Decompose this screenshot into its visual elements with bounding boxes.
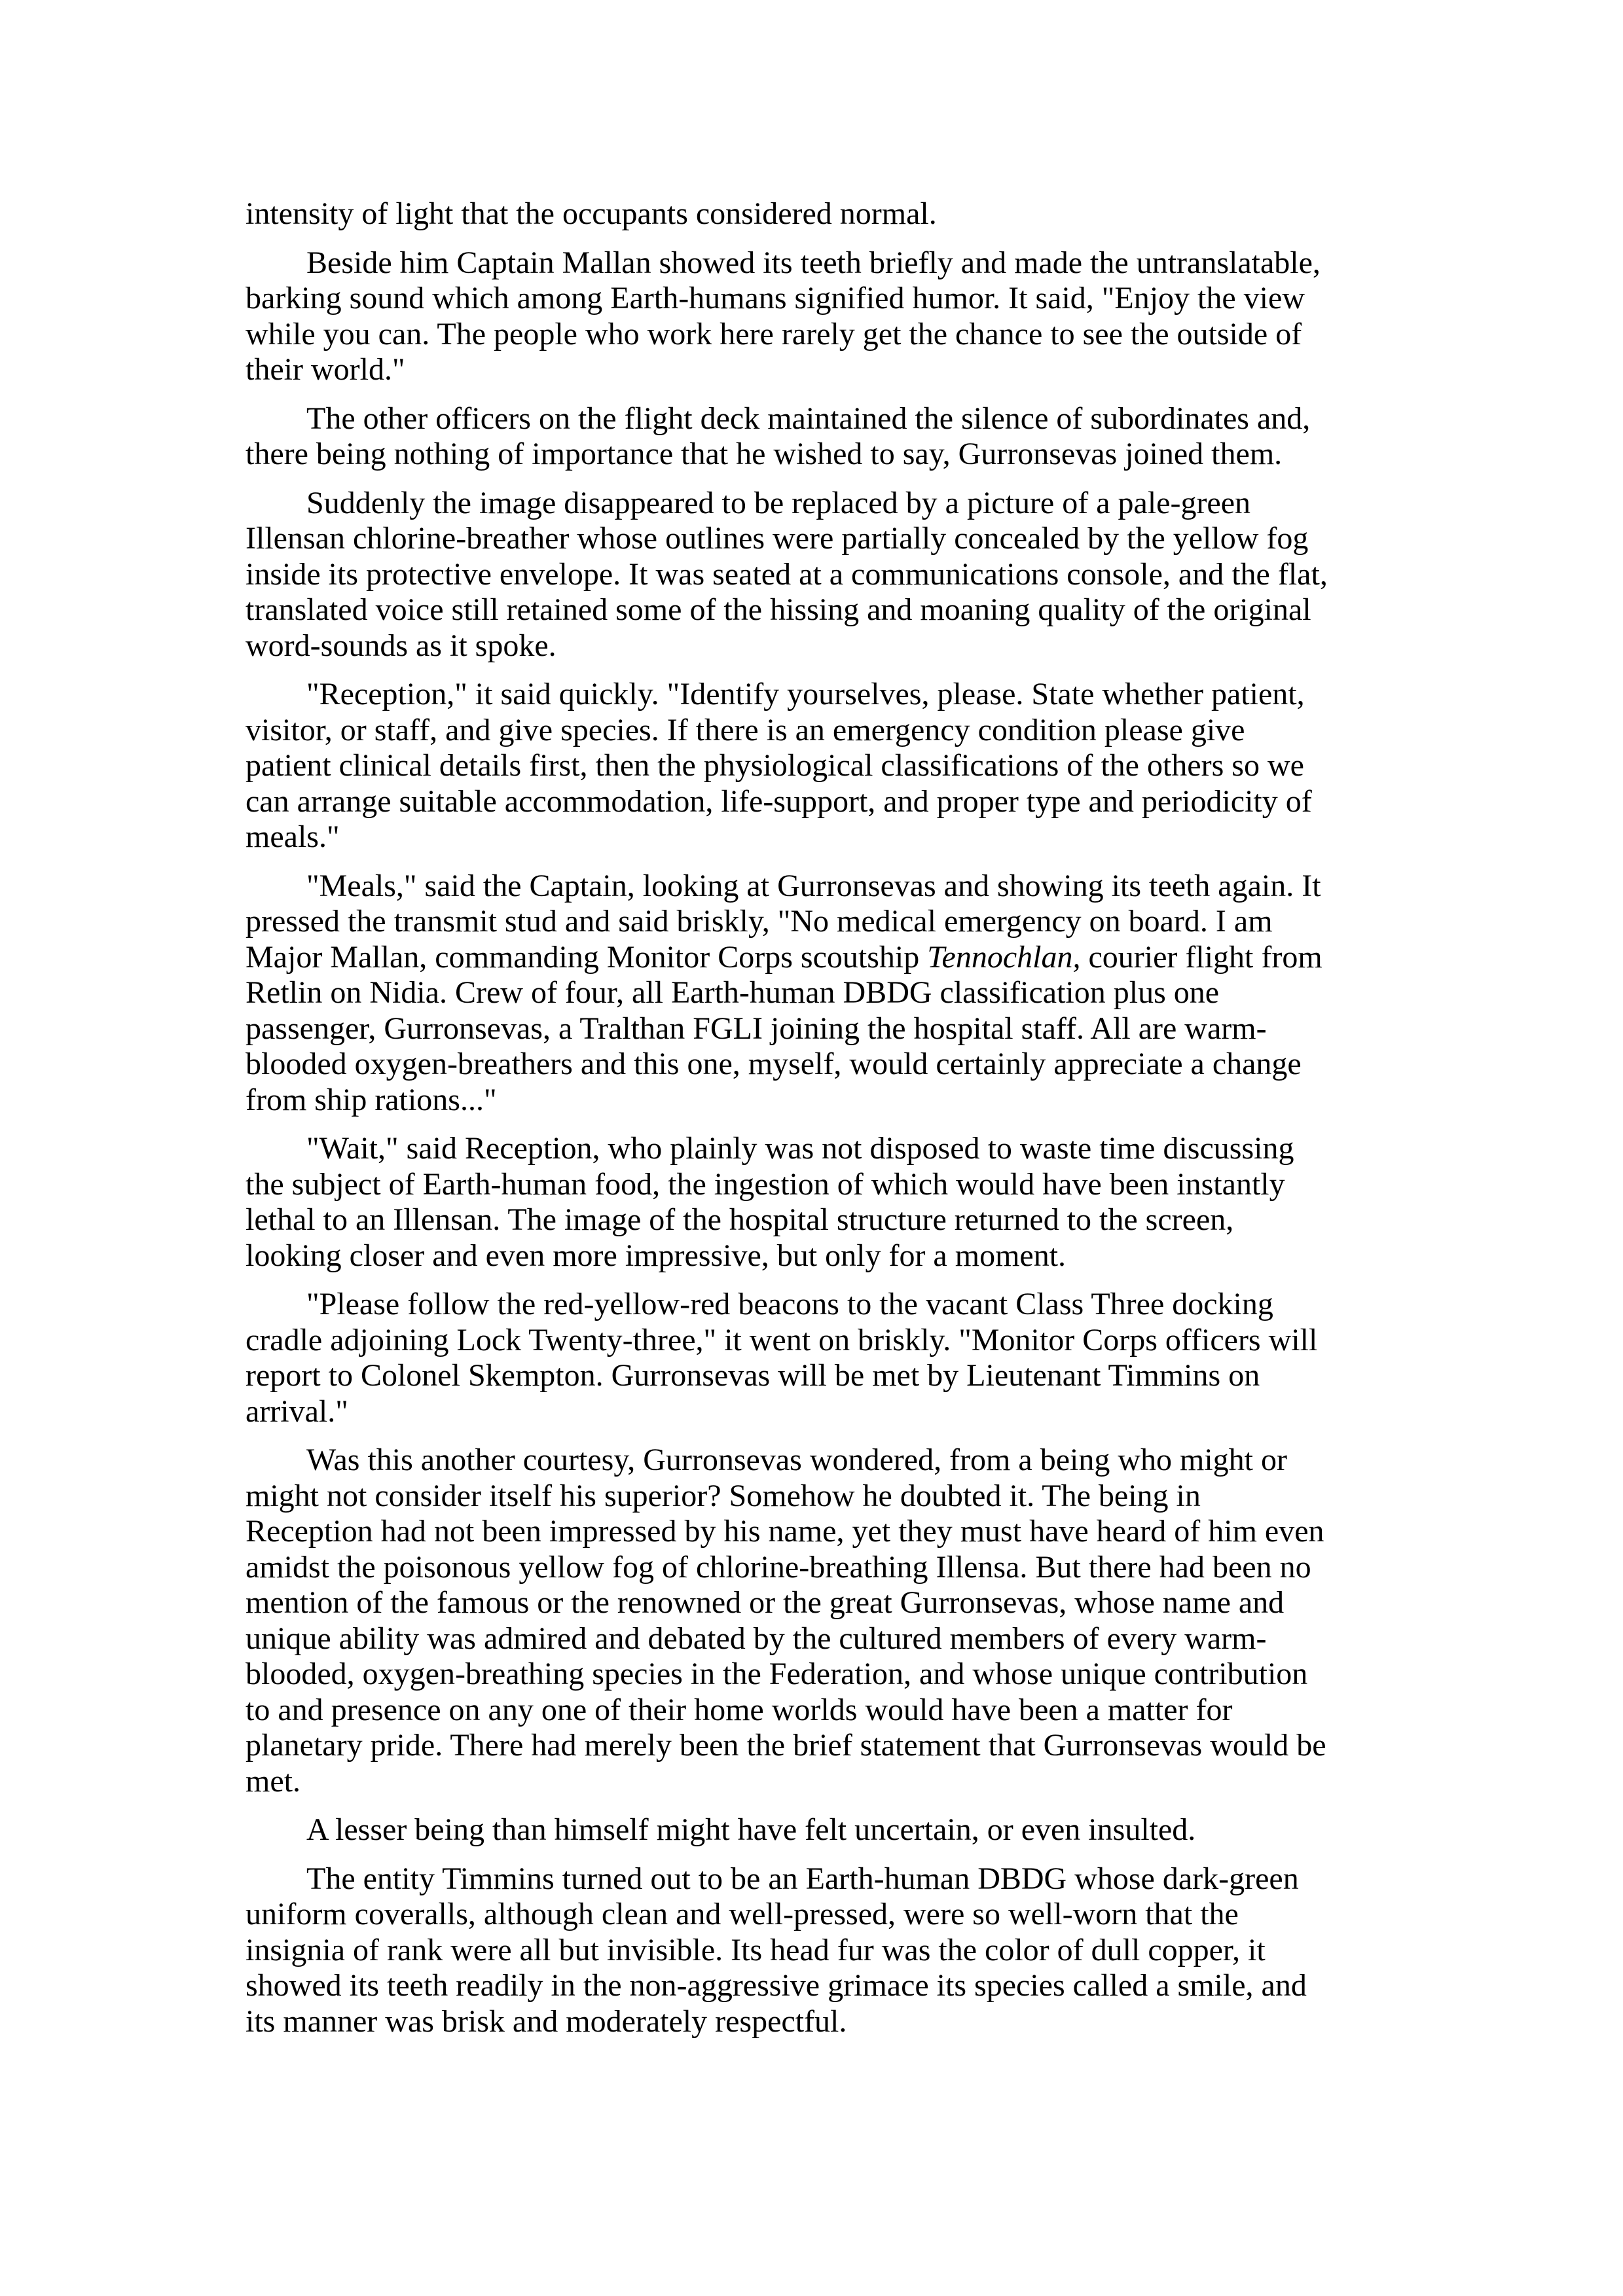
text-line: arrival." bbox=[246, 1393, 348, 1429]
text-line: Reception had not been impressed by his name, yet they must have heard of him even bbox=[246, 1514, 1324, 1549]
text-line: "Reception," it said quickly. "Identify yourselves, please. State whether patient, bbox=[306, 677, 1305, 711]
paragraph bbox=[246, 401, 1398, 473]
text-line: their world." bbox=[246, 352, 405, 387]
text-line: there being nothing of importance that he wished to say, Gurronsevas joined them. bbox=[246, 437, 1283, 471]
text-line: The other officers on the flight deck maintained the silence of subordinates and, bbox=[306, 401, 1311, 436]
paragraph bbox=[246, 486, 1398, 664]
text-line: "Wait," said Reception, who plainly was not disposed to waste time discussing bbox=[306, 1131, 1294, 1166]
text-line: barking sound which among Earth-humans signified humor. It said, "Enjoy the view bbox=[246, 281, 1305, 315]
document-page bbox=[246, 196, 1398, 2053]
text-line: Beside him Captain Mallan showed its teeth briefly and made the untranslatable, bbox=[306, 245, 1321, 280]
text-line: its manner was brisk and moderately respectful. bbox=[246, 2003, 847, 2039]
text-line: Suddenly the image disappeared to be replaced by a picture of a pale-green bbox=[306, 485, 1251, 520]
text-line: inside its protective envelope. It was seated at a communications console, and the flat, bbox=[246, 556, 1328, 592]
paragraph bbox=[246, 1287, 1398, 1429]
text-line: word-sounds as it spoke. bbox=[246, 628, 556, 663]
text-line: while you can. The people who work here rarely get the chance to see the outside of bbox=[246, 316, 1302, 351]
text-line: report to Colonel Skempton. Gurronsevas will be met by Lieutenant Timmins on bbox=[246, 1358, 1260, 1393]
text-line: cradle adjoining Lock Twenty-three," it went on briskly. "Monitor Corps officers will bbox=[246, 1322, 1318, 1357]
text-line: can arrange suitable accommodation, life-support, and proper type and periodicity of bbox=[246, 783, 1312, 819]
text-line: blooded, oxygen-breathing species in the Federation, and whose unique contribution bbox=[246, 1657, 1308, 1691]
text-line: insignia of rank were all but invisible. Its head fur was the color of dull copper, it bbox=[246, 1932, 1266, 1967]
text-line: from ship rations..." bbox=[246, 1082, 497, 1117]
text-line: amidst the poisonous yellow fog of chlorine-breathing Illensa. But there had been no bbox=[246, 1549, 1311, 1585]
text-line: intensity of light that the occupants considered normal. bbox=[246, 196, 937, 231]
text-line: unique ability was admired and debated by the cultured members of every warm- bbox=[246, 1621, 1267, 1656]
paragraph bbox=[246, 869, 1398, 1119]
text-line: pressed the transmit stud and said briskly, "No medical emergency on board. I am bbox=[246, 904, 1273, 939]
text-line: uniform coveralls, although clean and well-pressed, were so well-worn that the bbox=[246, 1897, 1239, 1931]
text-line: planetary pride. There had merely been the brief statement that Gurronsevas would be bbox=[246, 1728, 1326, 1763]
text-line: Was this another courtesy, Gurronsevas wondered, from a being who might or bbox=[306, 1443, 1287, 1477]
text-line: the subject of Earth-human food, the ingestion of which would have been instantly bbox=[246, 1166, 1285, 1202]
text-line: to and presence on any one of their home worlds would have been a matter for bbox=[246, 1692, 1233, 1727]
text-line: lethal to an Illensan. The image of the hospital structure returned to the screen, bbox=[246, 1202, 1234, 1237]
paragraph bbox=[246, 245, 1398, 388]
text-line: showed its teeth readily in the non-aggressive grimace its species called a smile, and bbox=[246, 1968, 1307, 2003]
text-line: translated voice still retained some of the hissing and moaning quality of the original bbox=[246, 592, 1311, 627]
text-line: looking closer and even more impressive, but only for a moment. bbox=[246, 1238, 1067, 1273]
paragraph bbox=[246, 1131, 1398, 1274]
paragraph bbox=[246, 1812, 1398, 1848]
text-line: visitor, or staff, and give species. If there is an emergency condition please give bbox=[246, 712, 1245, 747]
text-line: Retlin on Nidia. Crew of four, all Earth-human DBDG classification plus one bbox=[246, 975, 1220, 1010]
text-segment: Major Mallan, commanding Monitor Corps scoutship bbox=[246, 939, 928, 975]
text-line: "Please follow the red-yellow-red beacons to the vacant Class Three docking bbox=[306, 1287, 1273, 1321]
text-line: passenger, Gurronsevas, a Tralthan FGLI joining the hospital staff. All are warm- bbox=[246, 1011, 1267, 1046]
text-line: might not consider itself his superior? Somehow he doubted it. The being in bbox=[246, 1478, 1201, 1513]
paragraph bbox=[246, 196, 1398, 232]
text-line: patient clinical details first, then the physiological classifications of the others so we bbox=[246, 748, 1304, 783]
paragraph bbox=[246, 677, 1398, 855]
ship-name-italic: Tennochlan, bbox=[927, 939, 1081, 975]
text-line: Illensan chlorine-breather whose outlines were partially concealed by the yellow fog bbox=[246, 521, 1309, 556]
text-segment: courier flight from bbox=[1080, 939, 1322, 975]
paragraph bbox=[246, 1861, 1398, 2040]
text-line: The entity Timmins turned out to be an Earth-human DBDG whose dark-green bbox=[306, 1861, 1299, 1896]
text-line bbox=[246, 940, 1398, 976]
paragraph bbox=[246, 1443, 1398, 1799]
text-line: blooded oxygen-breathers and this one, myself, would certainly appreciate a change bbox=[246, 1047, 1302, 1081]
text-line: A lesser being than himself might have felt uncertain, or even insulted. bbox=[306, 1812, 1196, 1847]
text-line: "Meals," said the Captain, looking at Gurronsevas and showing its teeth again. It bbox=[306, 868, 1321, 903]
text-line: mention of the famous or the renowned or the great Gurronsevas, whose name and bbox=[246, 1585, 1285, 1620]
text-line: met. bbox=[246, 1763, 301, 1799]
text-line: meals." bbox=[246, 819, 340, 854]
